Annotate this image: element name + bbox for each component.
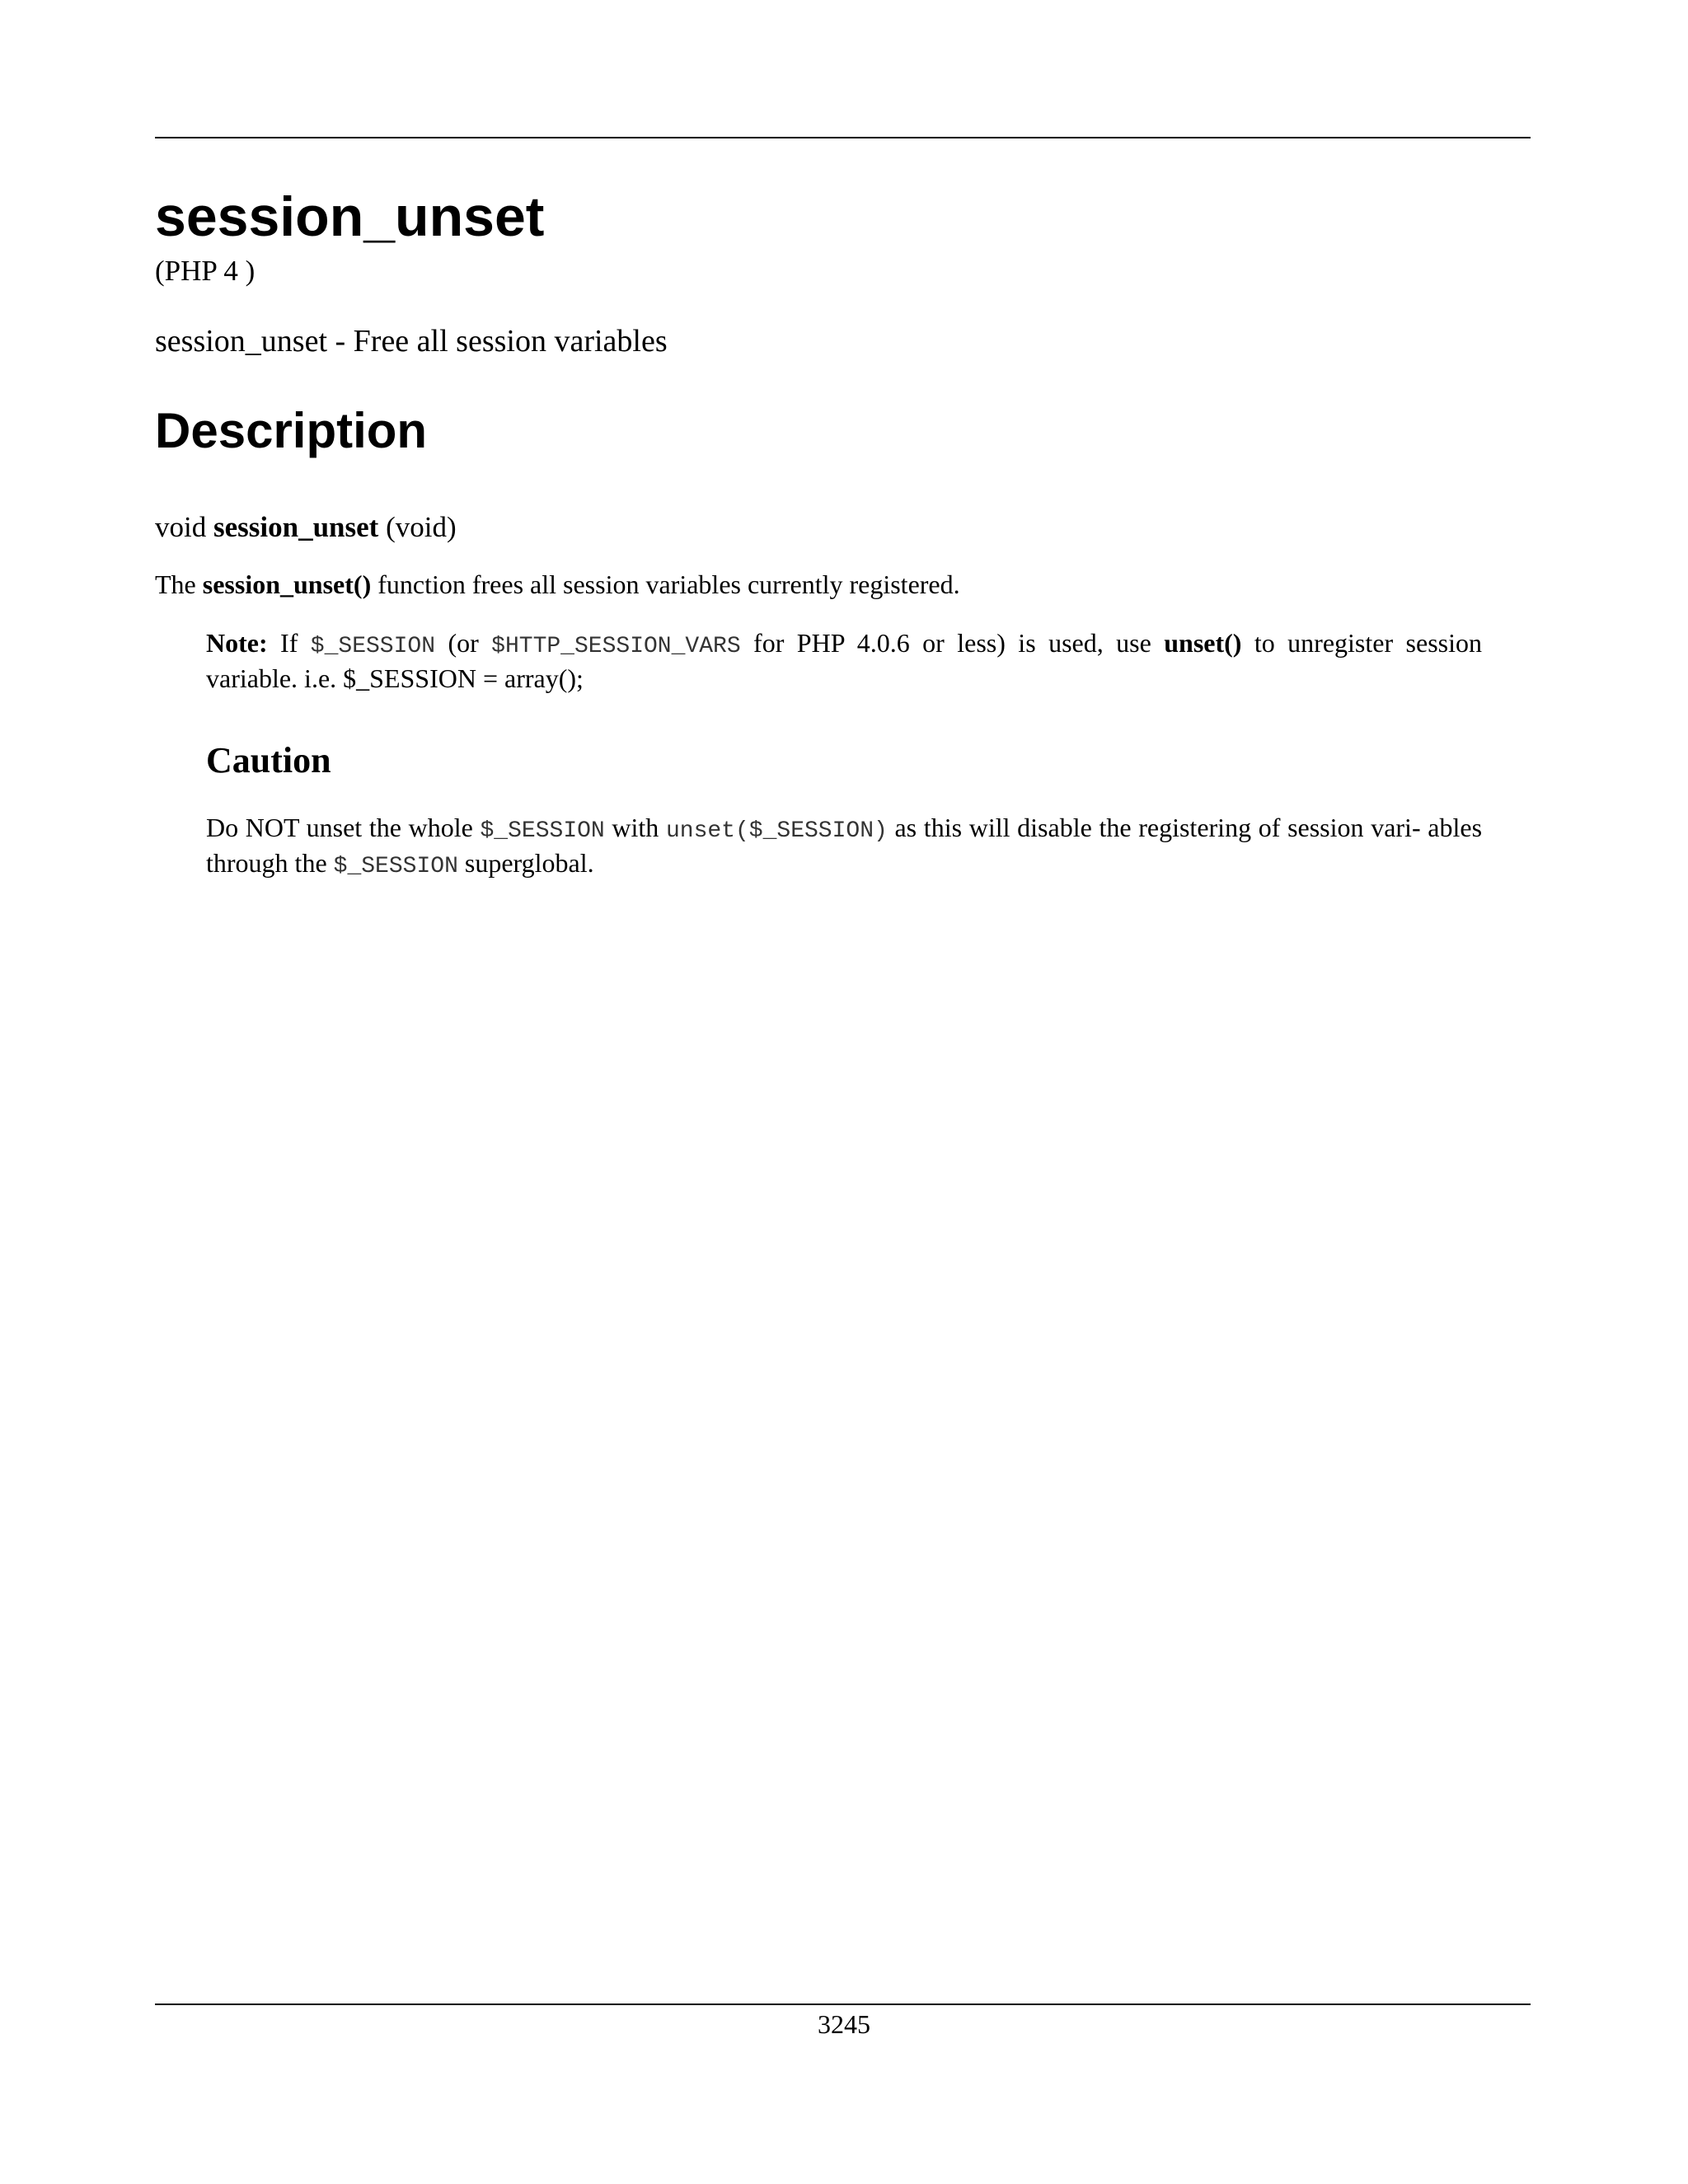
caution-code-unset-session: unset($_SESSION) <box>665 818 888 844</box>
note-unset-function: unset() <box>1164 628 1242 658</box>
description-heading: Description <box>155 403 428 458</box>
header-rule <box>155 137 1531 138</box>
purpose-name: session_unset <box>155 324 327 359</box>
note-text-1: If <box>267 628 311 658</box>
caution-block <box>206 812 1482 883</box>
note-block <box>206 627 1482 694</box>
note-code-session: $_SESSION <box>310 634 436 659</box>
description-paragraph <box>155 569 960 600</box>
description-suffix: function frees all session variables currently registered. <box>371 569 960 599</box>
description-prefix: The <box>155 569 203 599</box>
description-function: session_unset() <box>202 569 372 599</box>
caution-text-3: as this will disable the registering of session vari- ables through the <box>206 813 1483 878</box>
page-number: 3245 <box>818 2009 870 2039</box>
caution-text-2: with <box>604 813 666 842</box>
function-synopsis <box>155 510 457 545</box>
purpose-text: Free all session variables <box>353 324 668 359</box>
footer-rule <box>155 2004 1531 2005</box>
note-text-3: for PHP 4.0.6 or less) is used, use <box>740 628 1165 658</box>
caution-text-4: superglobal. <box>457 848 594 878</box>
note-label: Note: <box>206 628 268 658</box>
synopsis-params: (void) <box>378 511 457 543</box>
php-version: (PHP 4 ) <box>155 255 256 287</box>
caution-code-session-superglobal: $_SESSION <box>333 854 458 879</box>
note-text-4: to unregister session variable. i.e. $_SESSION = array(); <box>206 628 1482 693</box>
caution-code-session: $_SESSION <box>480 818 605 844</box>
synopsis-function-name: session_unset <box>213 511 379 543</box>
function-purpose <box>155 323 668 361</box>
purpose-separator: - <box>327 324 354 359</box>
synopsis-return-type: void <box>155 511 213 543</box>
note-code-http-session-vars: $HTTP_SESSION_VARS <box>491 634 741 659</box>
function-title: session_unset <box>155 185 545 248</box>
note-text-2: (or <box>435 628 492 658</box>
caution-text-1: Do NOT unset the whole <box>206 813 481 842</box>
caution-heading: Caution <box>206 740 331 780</box>
